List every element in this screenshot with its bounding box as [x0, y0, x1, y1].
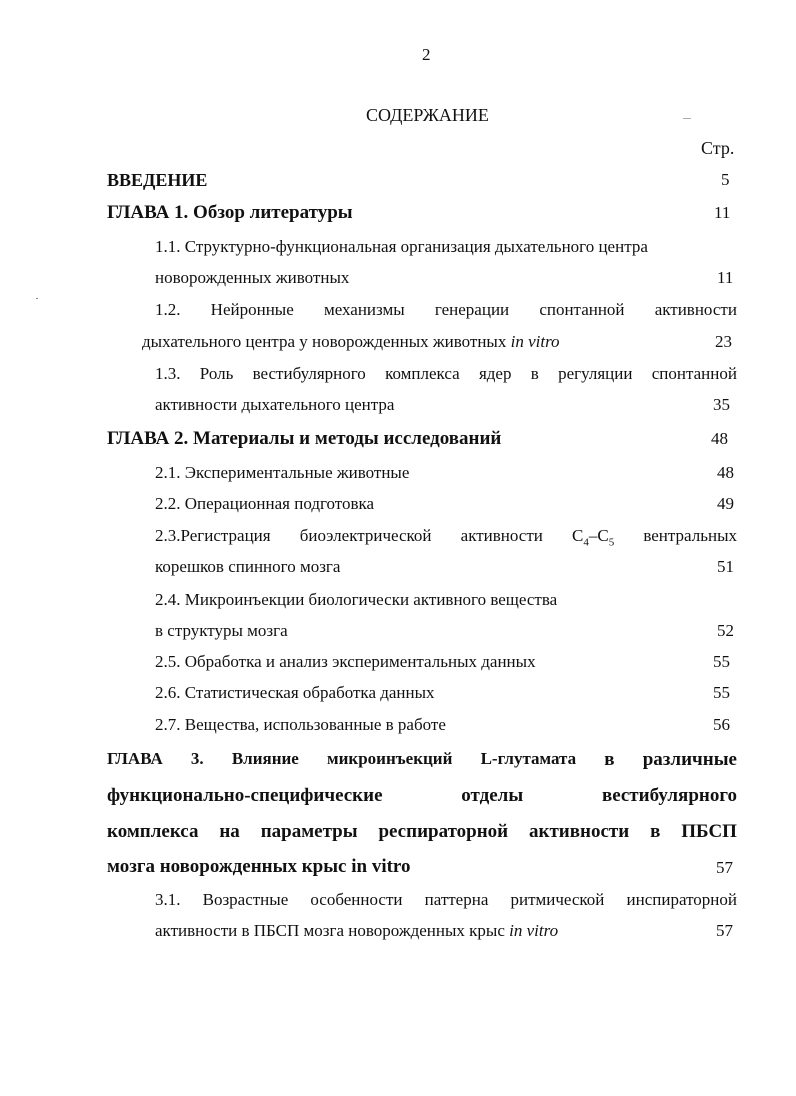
word: Возрастные	[202, 890, 289, 909]
word: вентральных	[643, 526, 737, 545]
text: активности в ПБСП мозга новорожденных крыс	[155, 921, 510, 940]
toc-section-1-3-cont: активности дыхательного центра	[155, 395, 395, 414]
word: генерации	[434, 300, 510, 319]
word: активности	[529, 821, 630, 842]
toc-chapter-3-page: 57	[716, 858, 733, 877]
vertebra-c: C	[572, 526, 584, 545]
toc-section-2-4-page: 52	[717, 621, 734, 640]
vertebra-range	[572, 526, 614, 548]
toc-section-2-1-page: 48	[717, 463, 734, 482]
toc-section-1-2	[155, 300, 737, 320]
word: микроинъекций	[327, 749, 453, 768]
word: комплекса	[385, 364, 460, 383]
toc-chapter-1: ГЛАВА 1. Обзор литературы	[107, 202, 353, 223]
toc-section-1-1-page: 11	[717, 268, 734, 287]
word: механизмы	[323, 300, 405, 319]
subscript: 4	[583, 536, 589, 549]
toc-section-2-2: 2.2. Операционная подготовка	[155, 494, 375, 513]
scan-speck	[36, 298, 38, 299]
toc-section-1-2-cont	[142, 332, 560, 352]
toc-chapter-3-line-4: мозга новорожденных крыс in vitro	[107, 856, 411, 877]
word: 1.3.	[155, 364, 181, 383]
toc-section-1-1-cont: новорожденных животных	[155, 268, 350, 287]
toc-chapter-2: ГЛАВА 2. Материалы и методы исследований	[107, 428, 502, 449]
contents-title: СОДЕРЖАНИЕ	[366, 105, 489, 125]
toc-intro: ВВЕДЕНИЕ	[107, 170, 208, 190]
word: на	[219, 821, 240, 842]
word: комплекса	[107, 821, 199, 842]
word: ПБСП	[681, 821, 737, 842]
word: паттерна	[424, 890, 489, 909]
word: особенности	[310, 890, 403, 909]
toc-section-2-5: 2.5. Обработка и анализ экспериментальных данных	[155, 652, 536, 671]
toc-section-2-6: 2.6. Статистическая обработка данных	[155, 683, 435, 702]
toc-chapter-1-page: 11	[714, 203, 731, 222]
word: параметры	[260, 821, 358, 842]
toc-section-2-5-page: 55	[713, 652, 730, 671]
word: вестибулярного	[601, 785, 737, 806]
word: 1.2.	[155, 300, 181, 319]
range-dash: –	[588, 526, 598, 545]
word: активности	[654, 300, 737, 319]
word: 2.3.Регистрация	[155, 526, 271, 545]
word: спонтанной	[539, 300, 625, 319]
toc-section-1-3-page: 35	[713, 395, 730, 414]
word: в	[604, 749, 615, 770]
word: в	[530, 364, 539, 383]
italic-text: in vitro	[510, 332, 560, 351]
page-number: 2	[422, 45, 431, 64]
word: спонтанной	[651, 364, 737, 383]
word: Нейронные	[210, 300, 294, 319]
subscript: 5	[608, 536, 615, 549]
word: в	[650, 821, 661, 842]
word: 3.	[190, 749, 204, 768]
word: инспираторной	[626, 890, 737, 909]
toc-section-2-7: 2.7. Вещества, использованные в работе	[155, 715, 446, 734]
toc-chapter-2-page: 48	[711, 429, 728, 448]
word: Влияние	[231, 749, 299, 768]
toc-section-2-4-cont: в структуры мозга	[155, 621, 288, 640]
word: 3.1.	[155, 890, 181, 909]
toc-section-2-7-page: 56	[713, 715, 730, 734]
word: отделы	[461, 785, 524, 806]
word: Роль	[199, 364, 234, 383]
toc-section-2-3	[155, 526, 737, 548]
scan-speck	[683, 118, 691, 119]
italic-text: in vitro	[509, 921, 559, 940]
vertebra-c: C	[597, 526, 609, 545]
toc-chapter-3-line-1	[107, 749, 737, 771]
word: респираторной	[378, 821, 509, 842]
toc-section-2-2-page: 49	[717, 494, 734, 513]
word: ритмической	[510, 890, 605, 909]
word: L-глутамата	[480, 749, 577, 768]
toc-intro-page: 5	[721, 170, 730, 189]
toc-section-2-1: 2.1. Экспериментальные животные	[155, 463, 410, 482]
text: дыхательного центра у новорожденных животных	[142, 332, 511, 351]
page-column-label: Стр.	[701, 138, 735, 158]
toc-section-2-3-cont: корешков спинного мозга	[155, 557, 341, 576]
word: вестибулярного	[252, 364, 366, 383]
toc-section-2-3-page: 51	[717, 557, 734, 576]
toc-section-2-6-page: 55	[713, 683, 730, 702]
word: биоэлектрической	[299, 526, 432, 545]
toc-chapter-3-line-2	[107, 785, 737, 807]
toc-section-3-1-cont	[155, 921, 558, 941]
toc-section-3-1-page: 57	[716, 921, 733, 940]
word: ядер	[478, 364, 512, 383]
word: регуляции	[558, 364, 633, 383]
word: ГЛАВА	[107, 749, 163, 768]
word: функционально-специфические	[107, 785, 383, 806]
toc-chapter-3-line-3	[107, 821, 737, 843]
toc-section-1-3	[155, 364, 737, 384]
toc-section-2-4: 2.4. Микроинъекции биологически активного вещества	[155, 590, 558, 609]
toc-section-3-1	[155, 890, 737, 910]
toc-section-1-1: 1.1. Структурно-функциональная организация дыхательного центра	[155, 237, 648, 256]
toc-section-1-2-page: 23	[715, 332, 732, 351]
word: активности	[460, 526, 543, 545]
word: различные	[642, 749, 737, 770]
